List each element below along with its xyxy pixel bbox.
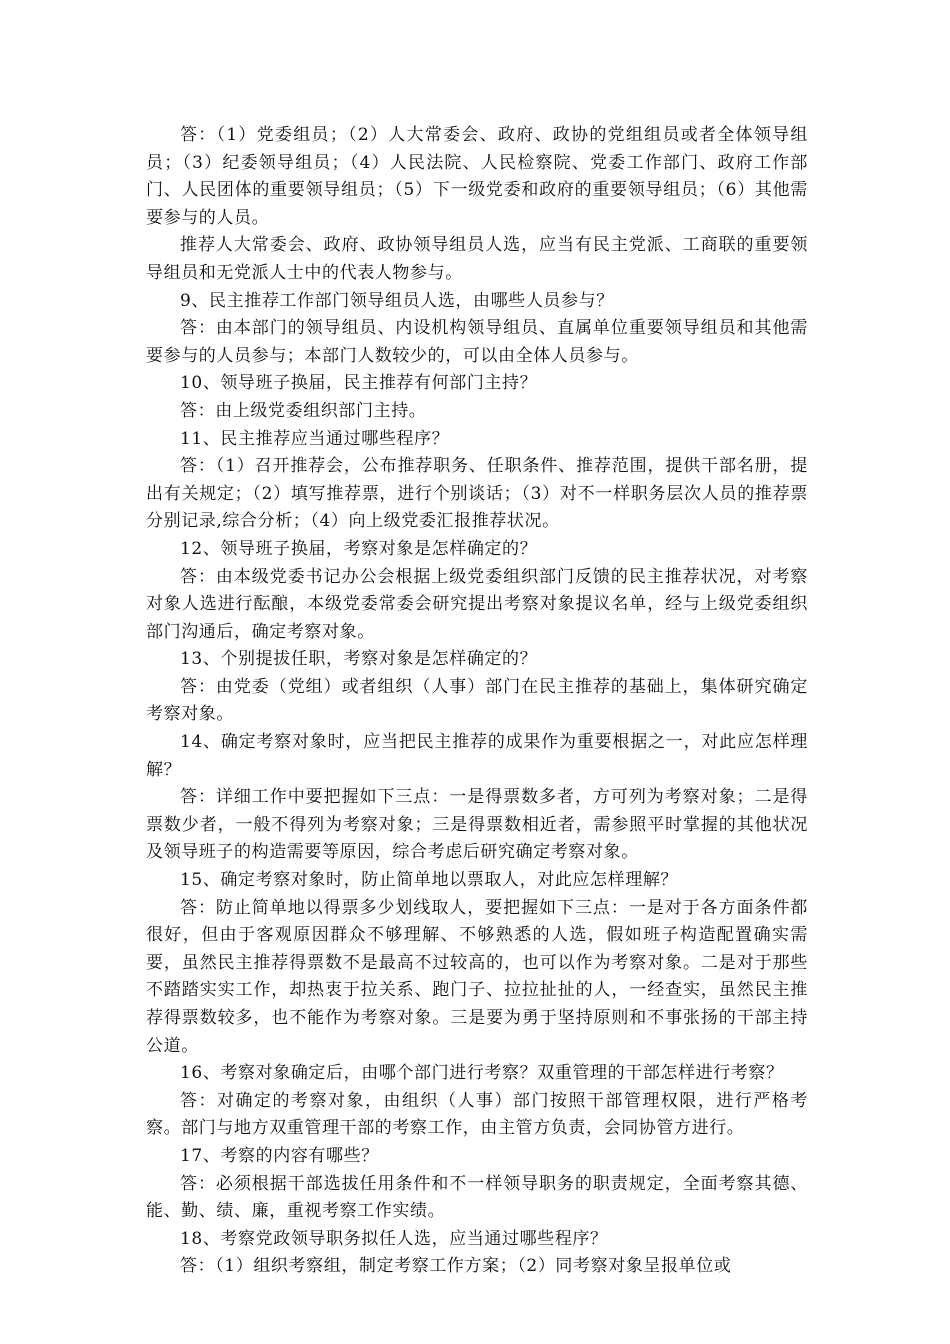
question-11: 11、民主推荐应当通过哪些程序？ [180,428,450,449]
question-9: 9、民主推荐工作部门领导组员人选，由哪些人员参与？ [180,290,614,311]
question-12: 12、领导班子换届，考察对象是怎样确定的？ [180,538,538,559]
document-body [146,122,808,1281]
paragraph-answer-8: 答：（1）党委组员；（2）人大常委会、政府、政协的党组组员或者全体领导组员；（3）纪委领导组员；（4）人民法院、人民检察院、党委工作部门、政府工作部门、人民团体的重要领导组员；（5）下一级党委和政府的重要领导组员；（6）其他需要参与的人员。 [146,125,808,228]
answer-13: 答：由党委（党组）或者组织（人事）部门在民主推荐的基础上，集体研究确定考察对象。 [146,676,808,725]
answer-9: 答：由本部门的领导组员、内设机构领导组员、直属单位重要领导组员和其他需要参与的人员参与；本部门人数较少的，可以由全体人员参与。 [146,318,808,366]
question-13: 13、个别提拔任职，考察对象是怎样确定的？ [180,649,538,670]
question-17: 17、考察的内容有哪些？ [180,1145,379,1166]
answer-11: 答：（1）召开推荐会，公布推荐职务、任职条件、推荐范围，提供干部名册，提出有关规定；（2）填写推荐票，进行个别谈话；（3）对不一样职务层次人员的推荐票分别记录,综合分析；（4）向上级党委汇报推荐状况。 [146,456,808,532]
question-16: 16、考察对象确定后，由哪个部门进行考察？双重管理的干部怎样进行考察？ [180,1063,784,1084]
question-14: 14、确定考察对象时，应当把民主推荐的成果作为重要根据之一，对此应怎样理解？ [146,732,808,780]
answer-14: 答：详细工作中要把握如下三点：一是得票数多者，方可列为考察对象；二是得票数少者，一般不得列为考察对象；三是得票数相近者，需参照平时掌握的其他状况及领导班子的构造需要等原因，综合考虑后研究确定考察对象。 [146,787,808,863]
answer-16: 答：对确定的考察对象，由组织（人事）部门按照干部管理权限，进行严格考察。部门与地方双重管理干部的考察工作，由主管方负责，会同协管方进行。 [146,1090,808,1139]
question-18: 18、考察党政领导职务拟任人选，应当通过哪些程序？ [180,1228,608,1249]
answer-12: 答：由本级党委书记办公会根据上级党委组织部门反馈的民主推荐状况，对考察对象人选进行酝酿，本级党委常委会研究提出考察对象提议名单，经与上级党委组织部门沟通后，确定考察对象。 [146,566,808,642]
answer-10: 答：由上级党委组织部门主持。 [180,400,427,421]
answer-17: 答：必须根据干部选拔任用条件和不一样领导职务的职责规定，全面考察其德、能、勤、绩、廉，重视考察工作实绩。 [146,1173,808,1222]
answer-15: 答：防止简单地以得票多少划线取人，要把握如下三点：一是对于各方面条件都很好，但由于客观原因群众不够理解、不够熟悉的人选，假如班子构造配置确实需要，虽然民主推荐得票数不是最高不过较高的，也可以作为考察对象。二是对于那些不踏踏实实工作，却热衷于拉关系、跑门子、拉拉扯扯的人，一经查实，虽然民主推荐得票数较多，也不能作为考察对象。三是要为勇于坚持原则和不事张扬的干部主持公道。 [146,897,808,1056]
question-15: 15、确定考察对象时，防止简单地以票取人，对此应怎样理解？ [180,870,679,891]
question-10: 10、领导班子换届，民主推荐有何部门主持？ [180,373,538,394]
answer-18: 答：（1）组织考察组，制定考察工作方案；（2）同考察对象呈报单位或 [180,1256,732,1277]
paragraph-recommendation-note: 推荐人大常委会、政府、政协领导组员人选，应当有民主党派、工商联的重要领导组员和无党派人士中的代表人物参与。 [146,235,808,283]
